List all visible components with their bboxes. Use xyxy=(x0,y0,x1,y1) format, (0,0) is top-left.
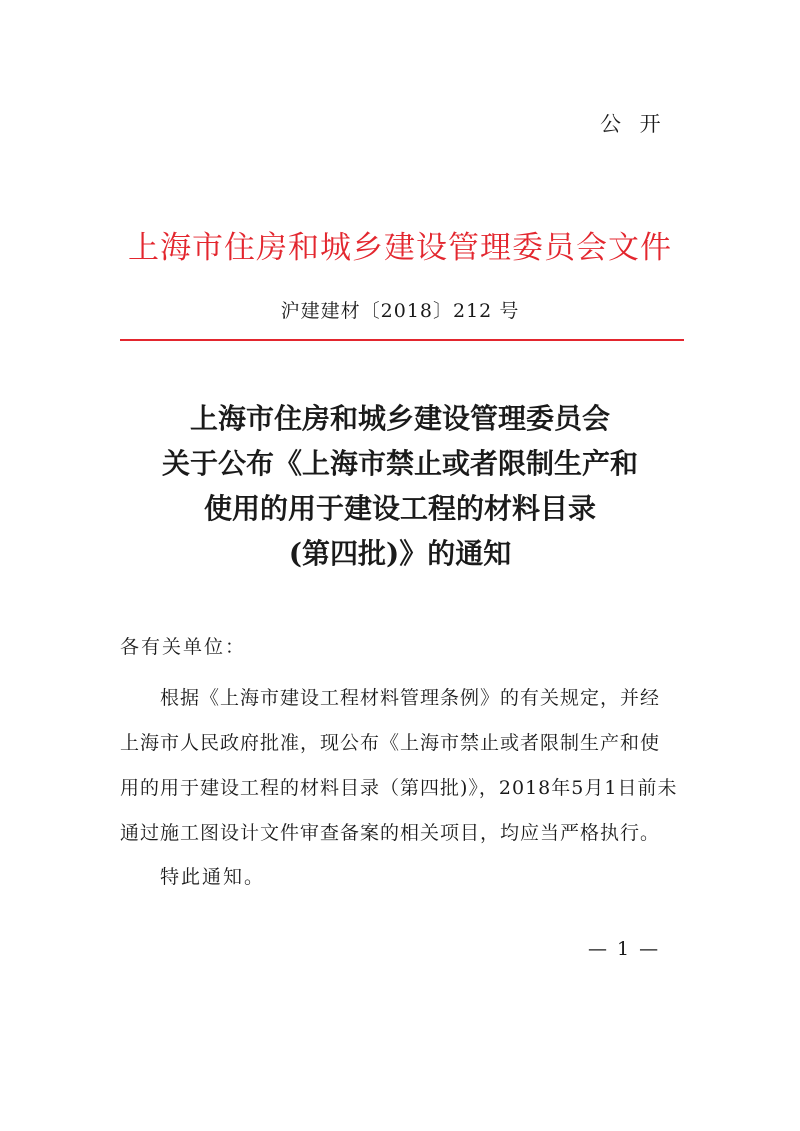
salutation: 各有关单位： xyxy=(120,636,247,658)
page-number: — 1 — xyxy=(588,938,661,960)
body-line: 根据《上海市建设工程材料管理条例》的有关规定，并经 xyxy=(160,687,661,709)
title-line: 关于公布《上海市禁止或者限制生产和 xyxy=(161,447,638,480)
body-line: 通过施工图设计文件审查备案的相关项目，均应当严格执行。 xyxy=(120,822,661,844)
body-paragraph xyxy=(120,676,690,856)
red-divider xyxy=(120,339,684,341)
document-title xyxy=(0,396,800,576)
title-line: 使用的用于建设工程的材料目录 xyxy=(203,492,596,525)
document-number: 沪建建材〔2018〕212 号 xyxy=(280,300,520,322)
issuer-header: 上海市住房和城乡建设管理委员会文件 xyxy=(128,230,672,266)
closing-line: 特此通知。 xyxy=(160,866,266,888)
title-line: 上海市住房和城乡建设管理委员会 xyxy=(189,402,610,435)
body-line: 上海市人民政府批准，现公布《上海市禁止或者限制生产和使 xyxy=(120,732,661,754)
disclosure-label: 公 开 xyxy=(600,112,667,136)
body-line: 用的用于建设工程的材料目录（第四批)》，2018年5月1日前未 xyxy=(120,777,678,799)
title-line: (第四批)》的通知 xyxy=(288,537,512,570)
